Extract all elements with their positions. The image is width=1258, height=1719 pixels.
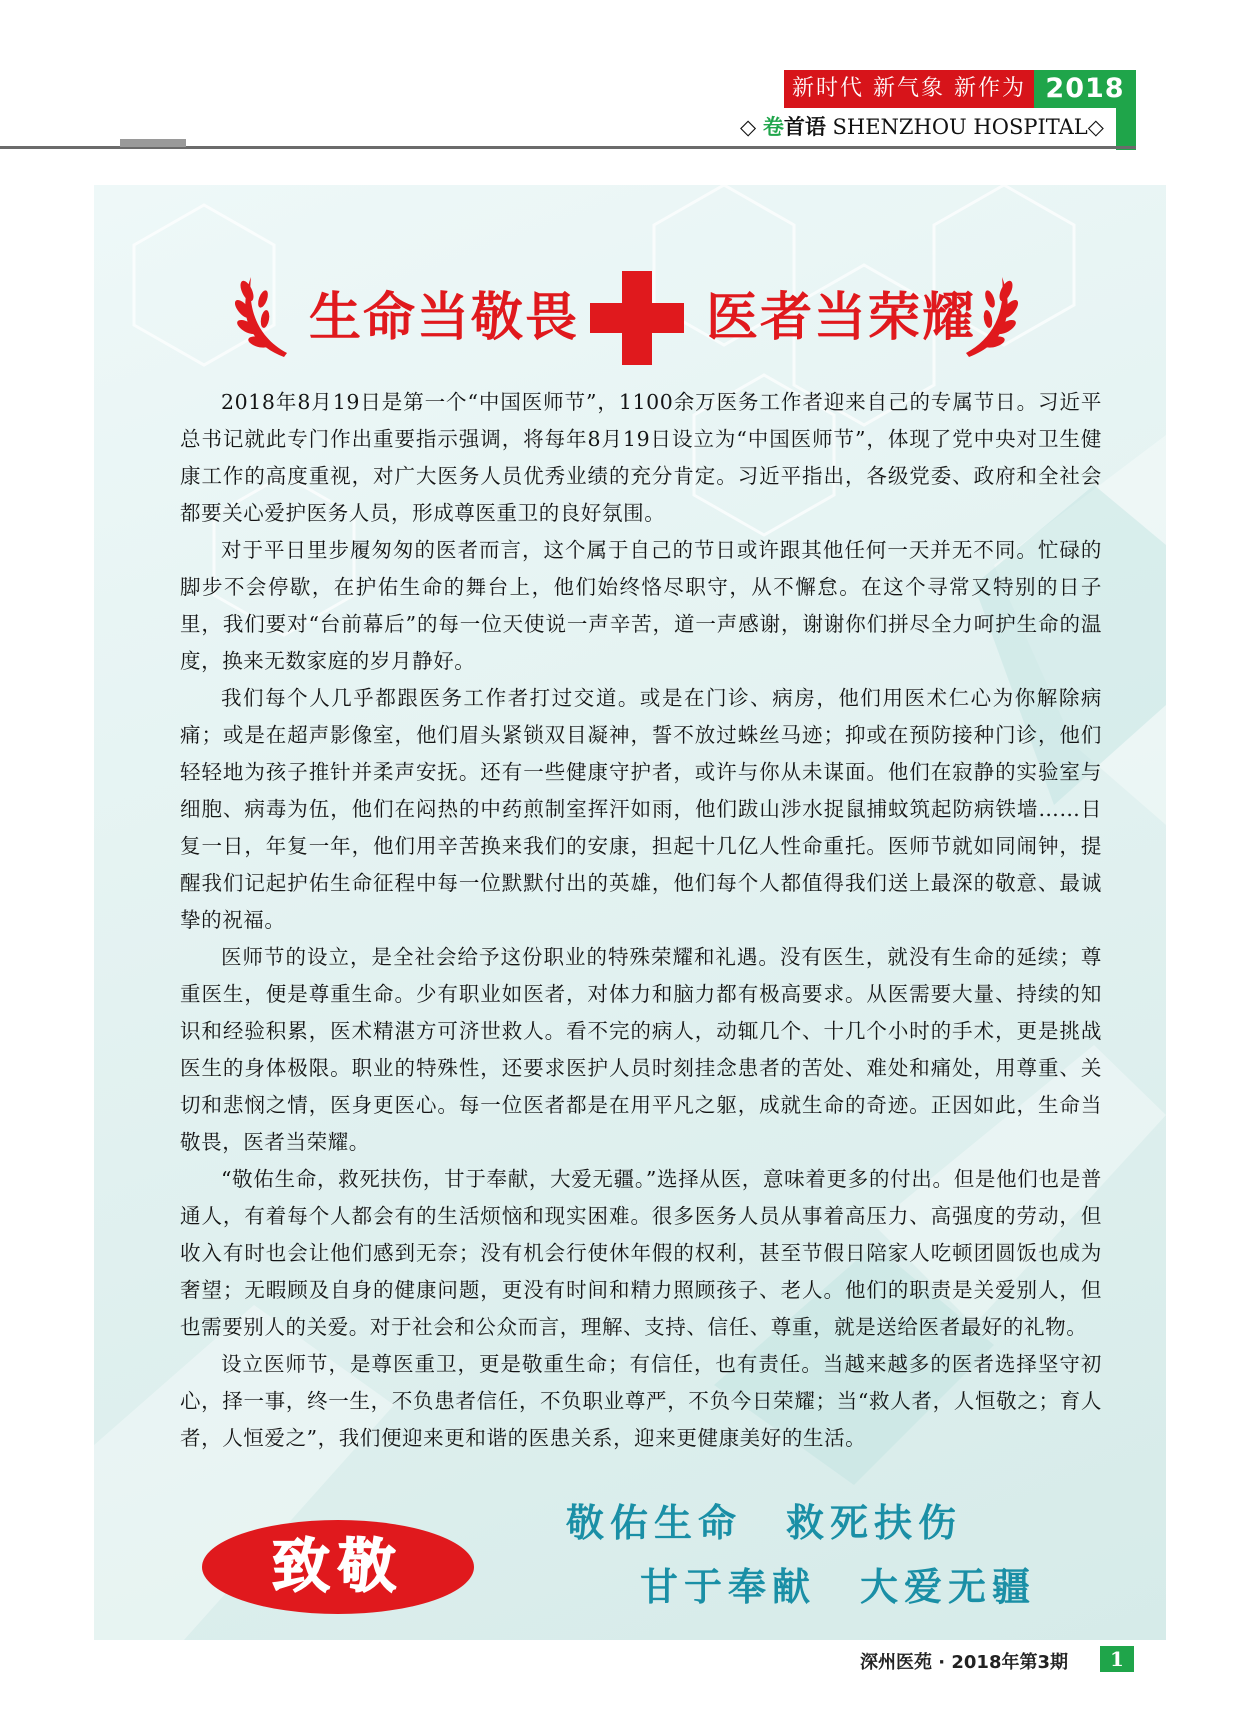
hospital-name: SHENZHOU HOSPITAL [832, 115, 1088, 139]
title-left-text: 生命当敬畏 [309, 288, 580, 348]
header-section-line [740, 110, 1104, 144]
diamond-icon: ◇ [740, 115, 757, 139]
article-body [180, 384, 1102, 1457]
paragraph: 设立医师节，是尊医重卫，更是敬重生命；有信任，也有责任。当越来越多的医者选择坚守初心，择一事，终一生，不负患者信任，不负职业尊严，不负今日荣耀；当“救人者，人恒敬之；育人者，人恒爱之”，我们便迎来更和谐的医患关系，迎来更健康美好的生活。 [180, 1352, 1102, 1450]
header-year: 2018 [1034, 70, 1136, 108]
paragraph: “敬佑生命，救死扶伤，甘于奉献，大爱无疆。”选择从医，意味着更多的付出。但是他们也是普通人，有着每个人都会有的生活烦恼和现实困难。很多医务人员从事着高压力、高强度的劳动，但收入有时也会让他们感到无奈；没有机会行使休年假的权利，甚至节假日陪家人吃顿团圆饭也成为奢望；无暇顾及自身的健康问题，更没有时间和精力照顾孩子、老人。他们的职责是关爱别人，但也需要别人的关爱。对于社会和公众而言，理解、支持、信任、尊重，就是送给医者最好的礼物。 [180, 1167, 1102, 1339]
header-green-bar [1116, 108, 1136, 150]
header-tab-marker [120, 139, 186, 147]
page-number: 1 [1100, 1646, 1134, 1672]
slogan-line-1: 敬佑生命 救死扶伤 [566, 1501, 963, 1545]
paragraph: 我们每个人几乎都跟医务工作者打过交道。或是在门诊、病房，他们用医术仁心为你解除病痛；或是在超声影像室，他们眉头紧锁双目凝神，誓不放过蛛丝马迹；抑或在预防接种门诊，他们轻轻地为孩子推针并柔声安抚。还有一些健康守护者，或许与你从未谋面。他们在寂静的实验室与细胞、病毒为伍，他们在闷热的中药煎制室挥汗如雨，他们跋山涉水捉鼠捕蚊筑起防病铁墙……日复一日，年复一年，他们用辛苦换来我们的安康，担起十几亿人性命重托。医师节就如同闹钟，提醒我们记起护佑生命征程中每一位默默付出的英雄，他们每个人都值得我们送上最深的敬意、最诚挚的祝福。 [180, 686, 1102, 932]
salute-text: 致敬 [271, 1532, 405, 1600]
paragraph: 医师节的设立，是全社会给予这份职业的特殊荣耀和礼遇。没有医生，就没有生命的延续；尊重医生，便是尊重生命。少有职业如医者，对体力和脑力都有极高要求。从医需要大量、持续的知识和经验积累，医术精湛方可济世救人。看不完的病人，动辄几个、十几个小时的手术，更是挑战医生的身体极限。职业的特殊性，还要求医护人员时刻挂念患者的苦处、难处和痛处，用尊重、关切和悲悯之情，医身更医心。每一位医者都是在用平凡之躯，成就生命的奇迹。正因如此，生命当敬畏，医者当荣耀。 [180, 945, 1102, 1154]
publication-info: 深州医苑 · 2018年第3期 [860, 1652, 1068, 1673]
slogan-line-2: 甘于奉献 大爱无疆 [640, 1565, 1037, 1609]
laurel-right-icon [954, 269, 1024, 364]
section-name: 卷首语 [762, 115, 826, 139]
red-cross-icon [590, 271, 684, 365]
header-tagline: 新时代 新气象 新作为 [784, 70, 1034, 108]
diamond-icon: ◇ [1087, 115, 1104, 139]
title-right-text: 医者当荣耀 [706, 288, 977, 348]
laurel-left-icon [229, 269, 299, 364]
salute-badge [200, 1518, 476, 1616]
paragraph: 对于平日里步履匆匆的医者而言，这个属于自己的节日或许跟其他任何一天并无不同。忙碌的脚步不会停歇，在护佑生命的舞台上，他们始终恪尽职守，从不懈怠。在这个寻常又特别的日子里，我们要对“台前幕后”的每一位天使说一声辛苦，道一声感谢，谢谢你们拼尽全力呵护生命的温度，换来无数家庭的岁月静好。 [180, 538, 1102, 673]
paragraph: 2018年8月19日是第一个“中国医师节”，1100余万医务工作者迎来自己的专属节日。习近平总书记就此专门作出重要指示强调，将每年8月19日设立为“中国医师节”，体现了党中央对卫生健康工作的高度重视，对广大医务人员优秀业绩的充分肯定。习近平指出，各级党委、政府和全社会都要关心爱护医务人员，形成尊医重卫的良好氛围。 [180, 390, 1102, 525]
article-title [94, 265, 1166, 375]
